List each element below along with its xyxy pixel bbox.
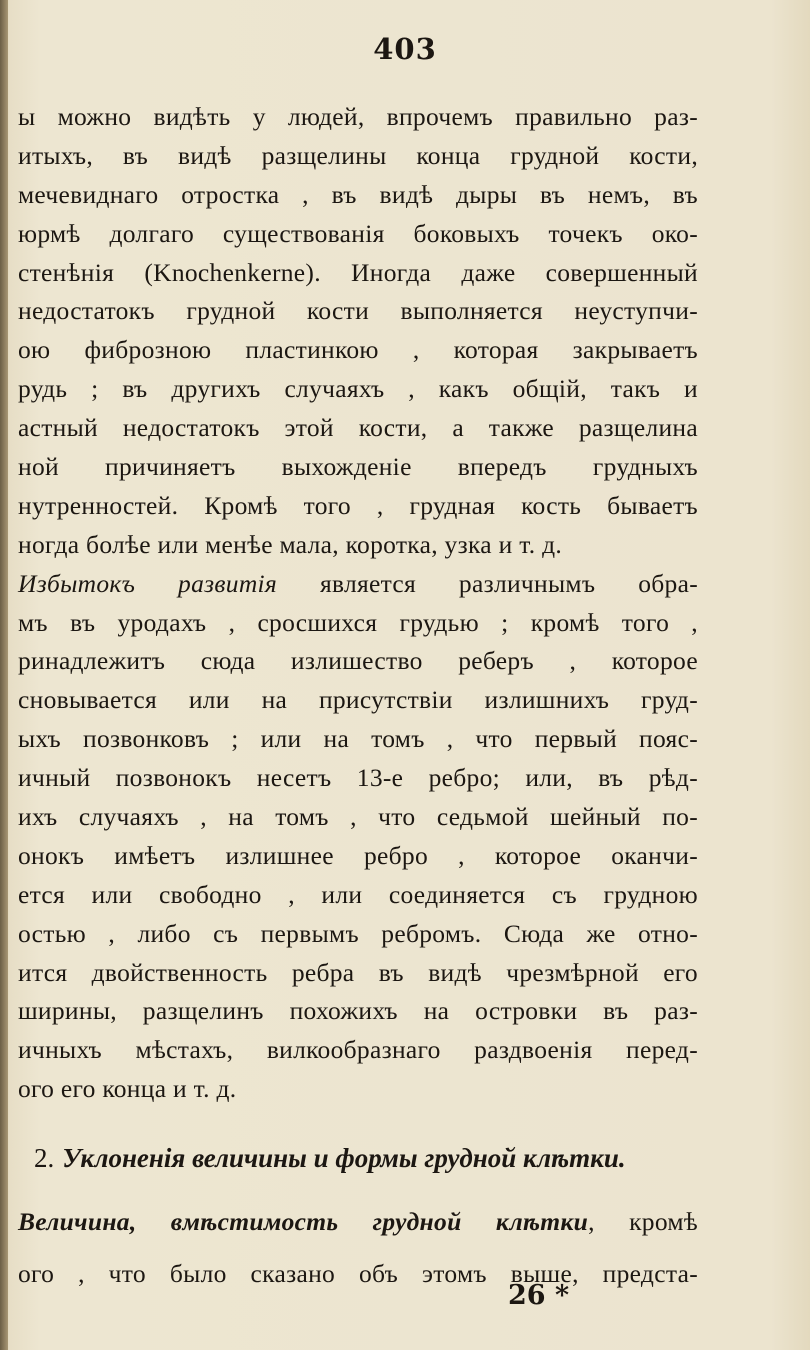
text-line: остью , либо съ первымъ ребромъ. Сюда же отно-	[18, 918, 698, 948]
text-line: недостатокъ грудной кости выполняется неуступчи-	[18, 296, 698, 326]
text-line: ою фиброзною пластинкою , которая закрываетъ	[18, 335, 698, 365]
book-binding-edge	[0, 0, 8, 1350]
text-line: стенѣнія (Knochenkerne). Иногда даже совершенный	[18, 257, 698, 287]
text-line: рудь ; въ другихъ случаяхъ , какъ общій, такъ и	[18, 374, 698, 404]
text-line: ы можно видѣть у людей, впрочемъ правильно раз-	[18, 102, 698, 131]
text-line: ширины, разщелинъ похожихъ на островки въ раз-	[18, 996, 698, 1026]
text-line: ной причиняетъ выхожденіе впередъ грудныхъ	[18, 452, 698, 482]
second-paragraph	[18, 1196, 698, 1300]
text-line: Величина, вмѣстимость грудной клѣтки, кромѣ	[18, 1207, 698, 1236]
text-line: ится двойственность ребра въ видѣ чрезмѣрной его	[18, 957, 698, 987]
text-line: ичный позвонокъ несетъ 13-е ребро; или, въ рѣд-	[18, 763, 698, 793]
text-line: ичныхъ мѣстахъ, вилкообразнаго раздвоенія перед-	[18, 1035, 698, 1065]
text-line: ого его конца и т. д.	[18, 1074, 237, 1104]
text-line: ногда болѣе или менѣе мала, коротка, узка и т. д.	[18, 529, 563, 559]
text-line: ого , что было сказано объ этомъ выше, предста-	[18, 1259, 698, 1288]
section-heading	[34, 1143, 714, 1174]
text-line: ринадлежитъ сюда излишество реберъ , которое	[18, 646, 698, 676]
text-line: Избытокъ развитія является различнымъ обра-	[18, 568, 698, 598]
text-line: ется или свободно , или соединяется съ грудною	[18, 879, 698, 909]
printer-signature-mark: 26 *	[508, 1280, 570, 1311]
italic-term: Величина, вмѣстимость грудной клѣтки	[18, 1207, 589, 1236]
text-line: астный недостатокъ этой кости, а также разщелина	[18, 413, 698, 443]
italic-term: Избытокъ развитія	[18, 568, 278, 598]
text-line: юрмѣ долгаго существованія боковыхъ точекъ око-	[18, 218, 698, 248]
text-line: нутренностей. Кромѣ того , грудная кость бываетъ	[18, 490, 698, 520]
section-title: Уклоненія величины и формы грудной клѣтки.	[62, 1143, 626, 1173]
text-line: мъ въ уродахъ , сросшихся грудью ; кромѣ того ,	[18, 607, 698, 637]
text-line: мечевиднаго отростка , въ видѣ дыры въ немъ, въ	[18, 179, 698, 209]
text-line: ихъ случаяхъ , на томъ , что седьмой шейный по-	[18, 802, 698, 832]
text-line: онокъ имѣетъ излишнее ребро , которое оканчи-	[18, 840, 698, 870]
page-number: 403	[373, 32, 437, 66]
text-line: снoвывается или на присутствіи излишнихъ груд-	[18, 685, 698, 715]
text-line: ыхъ позвонковъ ; или на томъ , что первый пояс-	[18, 724, 698, 754]
text-line: итыхъ, въ видѣ разщелины конца грудной кости,	[18, 140, 698, 170]
section-number: 2.	[34, 1143, 55, 1173]
main-paragraph	[18, 98, 698, 1109]
